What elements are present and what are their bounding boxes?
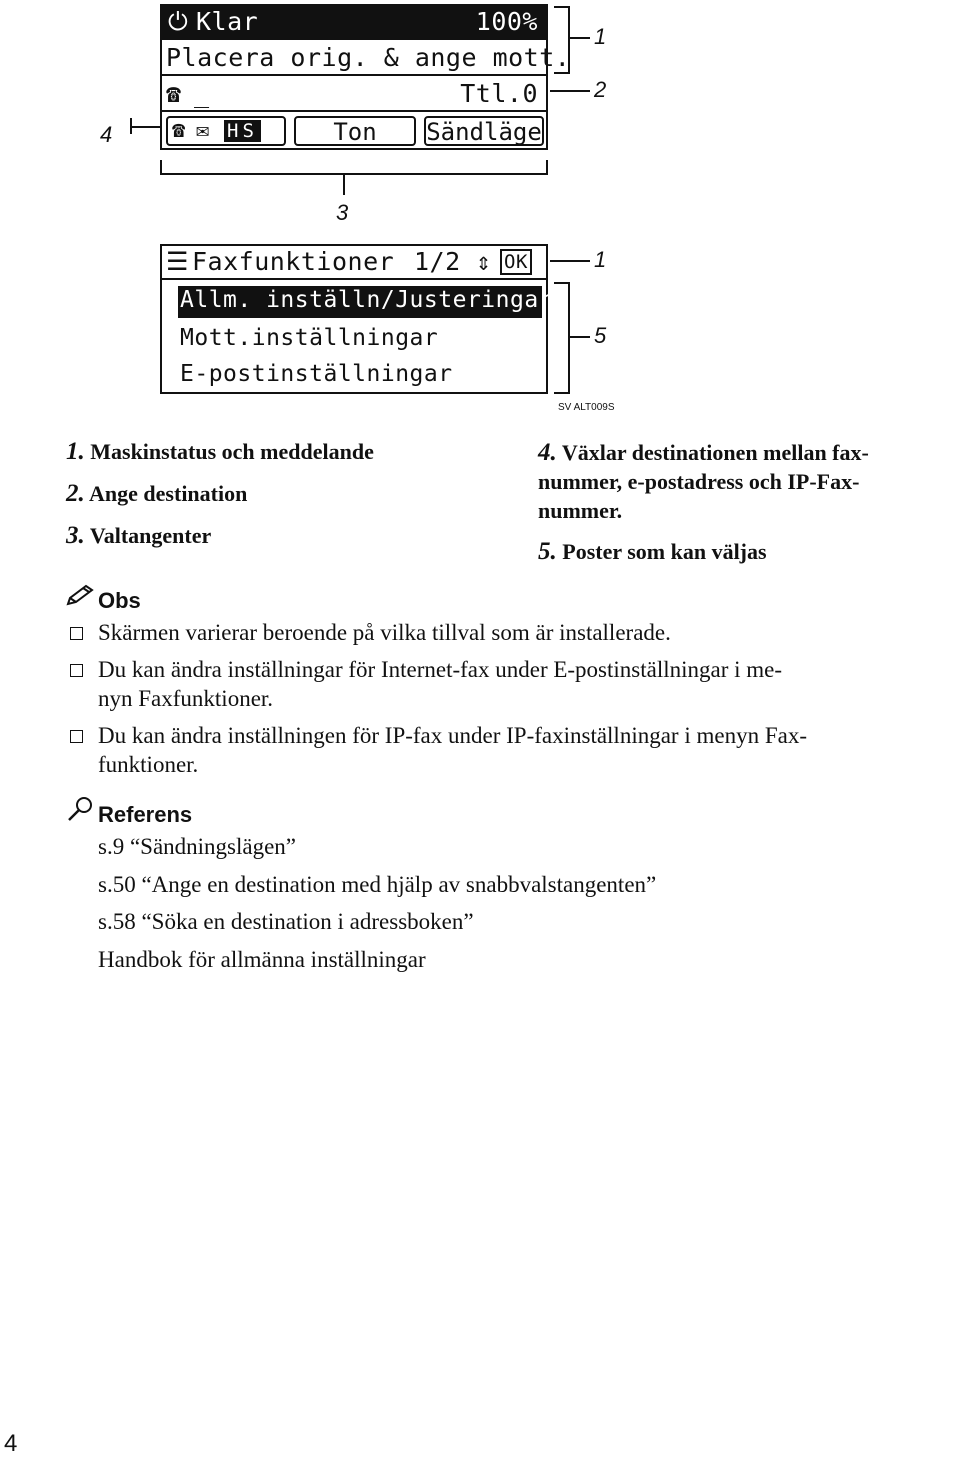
page-indicator: 1/2 (414, 247, 461, 276)
note-line: Skärmen varierar beroende på vilka tillval som är installerade. (98, 620, 671, 645)
message-row (162, 40, 571, 76)
ok-key[interactable]: OK (500, 249, 532, 275)
destination-toggle-key[interactable] (166, 116, 286, 146)
leader-4 (130, 126, 162, 128)
legend-item-1 (66, 438, 374, 466)
legend-item-3 (66, 522, 211, 550)
legend-number: 3. (66, 522, 85, 549)
message-text: Placera orig. & ange mott. (166, 43, 571, 72)
note-line: Du kan ändra inställningen för IP-fax under IP-faxinställningar i menyn Fax- (98, 723, 807, 748)
bracket-3-left (160, 160, 162, 174)
obs-note-1 (98, 618, 671, 647)
leader-5 (568, 336, 590, 338)
referens-heading: Referens (98, 802, 193, 827)
menu-item[interactable] (178, 324, 542, 356)
pencil-icon (66, 584, 94, 608)
reference-link[interactable]: s.9 “Sändningslägen” (98, 834, 297, 859)
selection-keys-row (162, 116, 546, 150)
legend-item-4 (538, 438, 869, 525)
obs-note-3 (98, 721, 807, 779)
send-mode-key-label: Sändläge (426, 118, 542, 146)
legend-text-line: nummer. (538, 498, 623, 523)
fax-icon: ☎ (172, 118, 186, 143)
phone-icon: ☎ (166, 79, 182, 108)
reference-link[interactable]: s.58 “Söka en destination i adressboken” (98, 909, 474, 934)
fax-initial-screen (160, 4, 571, 150)
callout-3: 3 (336, 200, 349, 225)
callout-2: 2 (594, 77, 607, 102)
status-row (162, 6, 546, 40)
note-line: Du kan ändra inställningar för Internet-fax under E-postinställningar i me- (98, 657, 783, 682)
send-mode-key[interactable] (424, 116, 544, 146)
scroll-arrows-icon: ⇕ (476, 247, 492, 276)
leader-2 (550, 90, 590, 92)
checkbox-icon (70, 664, 83, 677)
legend-number: 1. (66, 438, 85, 465)
menu-title: Faxfunktioner (192, 247, 395, 276)
legend-text: Ange destination (89, 481, 248, 506)
page-number: 4 (4, 1430, 18, 1457)
bracket-1 (554, 6, 570, 74)
legend-text: Valtangenter (89, 523, 212, 548)
legend-text: Maskinstatus och meddelande (90, 439, 374, 464)
email-icon: ✉ (196, 118, 210, 143)
reference-link[interactable]: s.50 “Ange en destination med hjälp av snabbvalstangenten” (98, 872, 657, 897)
tone-key-label: Ton (333, 118, 377, 146)
legend-text-line: nummer, e-postadress och IP-Fax- (538, 469, 860, 494)
legend-number: 2. (66, 480, 85, 507)
menu-icon: ☰ (166, 247, 189, 276)
leader-3 (343, 173, 345, 195)
ready-icon: ⏻ (168, 7, 189, 36)
tone-key[interactable] (294, 116, 416, 146)
zoom-readout: 100% (475, 7, 538, 36)
reference-link[interactable]: Handbok för allmänna inställningar (98, 947, 426, 972)
obs-note-2 (98, 655, 782, 713)
checkbox-icon (70, 730, 83, 743)
legend-item-5 (538, 538, 767, 566)
callout-5: 5 (594, 323, 607, 348)
bracket-5 (554, 282, 570, 394)
menu-item-selected[interactable] (178, 286, 554, 318)
callout-1b: 1 (594, 247, 607, 272)
callout-4: 4 (100, 122, 113, 147)
legend-number: 5. (538, 538, 557, 565)
callout-1: 1 (594, 24, 607, 49)
menu-title-row (162, 246, 546, 280)
leader-1 (568, 37, 590, 39)
note-line: nyn Faxfunktioner. (98, 686, 274, 711)
menu-item-label: E-postinställningar (180, 361, 453, 387)
legend-text-line: Växlar destinationen mellan fax- (561, 440, 869, 465)
menu-item-label: Mott.inställningar (180, 325, 439, 351)
leader-1b (550, 260, 590, 262)
note-line: funktioner. (98, 752, 199, 777)
total-counter: Ttl.0 (460, 79, 538, 108)
menu-item[interactable] (178, 360, 542, 392)
legend-text: Poster som kan väljas (562, 539, 767, 564)
bracket-3-line (160, 173, 548, 175)
menu-item-label: Allm. inställn/Justeringar (180, 287, 554, 313)
legend-number: 4. (538, 439, 557, 466)
obs-heading: Obs (98, 588, 141, 613)
bracket-3-right (546, 160, 548, 174)
status-text: Klar (196, 7, 259, 36)
leader-4-tick (130, 118, 132, 134)
legend-item-2 (66, 480, 247, 508)
magnifier-icon (66, 796, 94, 822)
checkbox-icon (70, 627, 83, 640)
destination-cursor: _ (194, 79, 210, 108)
fax-features-menu (160, 244, 554, 394)
destination-row (162, 76, 546, 112)
mode-icons: HS (224, 120, 261, 142)
figure-id: SV ALT009S (558, 402, 615, 413)
